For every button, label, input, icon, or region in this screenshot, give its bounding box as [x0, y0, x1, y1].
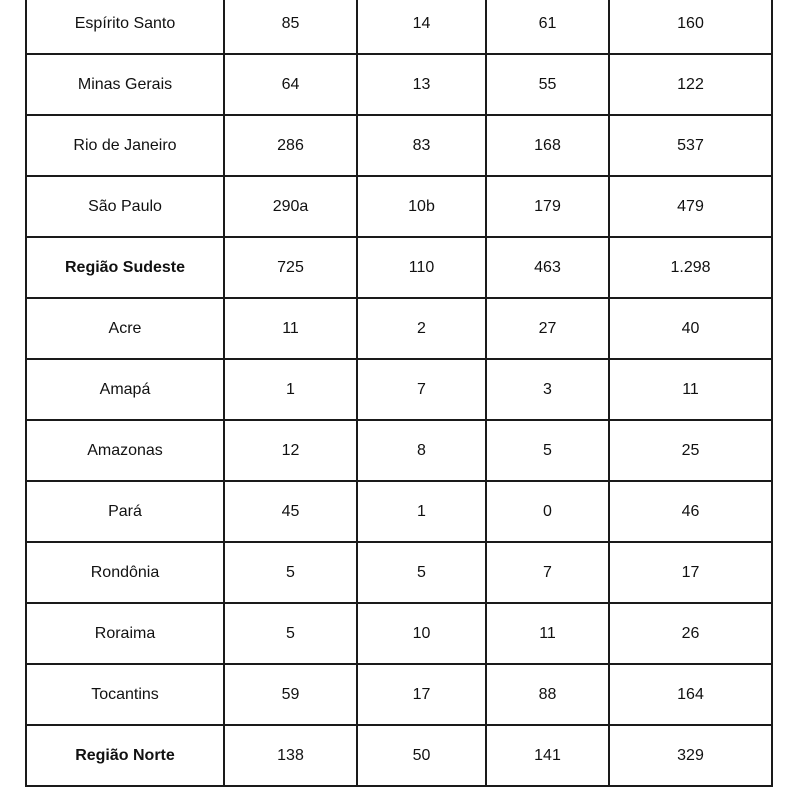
value-cell-col3: 0	[486, 481, 609, 542]
value-cell-col2: 5	[357, 542, 486, 603]
value-cell-col1: 5	[224, 603, 357, 664]
value-cell-col2: 10b	[357, 176, 486, 237]
table-row-total	[26, 725, 772, 786]
state-name-cell: Minas Gerais	[26, 54, 224, 115]
value-cell-col2: 13	[357, 54, 486, 115]
table-body	[26, 0, 772, 786]
value-cell-col4: 46	[609, 481, 772, 542]
data-table-container	[25, 0, 771, 787]
state-name-cell: Região Norte	[26, 725, 224, 786]
value-cell-col4: 329	[609, 725, 772, 786]
value-cell-col4: 40	[609, 298, 772, 359]
value-cell-col2: 50	[357, 725, 486, 786]
value-cell-col1: 138	[224, 725, 357, 786]
table-row	[26, 664, 772, 725]
state-name-cell: São Paulo	[26, 176, 224, 237]
value-cell-col4: 25	[609, 420, 772, 481]
value-cell-col2: 7	[357, 359, 486, 420]
value-cell-col1: 12	[224, 420, 357, 481]
state-name-cell: Tocantins	[26, 664, 224, 725]
table-row	[26, 54, 772, 115]
value-cell-col3: 141	[486, 725, 609, 786]
value-cell-col1: 5	[224, 542, 357, 603]
state-name-cell: Roraima	[26, 603, 224, 664]
value-cell-col3: 5	[486, 420, 609, 481]
table-row	[26, 542, 772, 603]
state-name-cell: Acre	[26, 298, 224, 359]
table-row	[26, 0, 772, 54]
value-cell-col2: 14	[357, 0, 486, 54]
value-cell-col3: 463	[486, 237, 609, 298]
value-cell-col2: 10	[357, 603, 486, 664]
value-cell-col2: 17	[357, 664, 486, 725]
value-cell-col1: 1	[224, 359, 357, 420]
value-cell-col2: 1	[357, 481, 486, 542]
value-cell-col4: 160	[609, 0, 772, 54]
value-cell-col4: 479	[609, 176, 772, 237]
value-cell-col2: 8	[357, 420, 486, 481]
value-cell-col1: 286	[224, 115, 357, 176]
state-name-cell: Pará	[26, 481, 224, 542]
value-cell-col1: 11	[224, 298, 357, 359]
state-name-cell: Rondônia	[26, 542, 224, 603]
data-table	[25, 0, 773, 787]
value-cell-col3: 61	[486, 0, 609, 54]
value-cell-col4: 122	[609, 54, 772, 115]
value-cell-col1: 64	[224, 54, 357, 115]
table-row	[26, 298, 772, 359]
value-cell-col2: 2	[357, 298, 486, 359]
value-cell-col4: 1.298	[609, 237, 772, 298]
state-name-cell: Espírito Santo	[26, 0, 224, 54]
state-name-cell: Região Sudeste	[26, 237, 224, 298]
value-cell-col4: 164	[609, 664, 772, 725]
value-cell-col3: 27	[486, 298, 609, 359]
table-row	[26, 359, 772, 420]
value-cell-col4: 537	[609, 115, 772, 176]
value-cell-col1: 290a	[224, 176, 357, 237]
value-cell-col4: 11	[609, 359, 772, 420]
value-cell-col3: 179	[486, 176, 609, 237]
value-cell-col3: 88	[486, 664, 609, 725]
table-row	[26, 481, 772, 542]
value-cell-col4: 26	[609, 603, 772, 664]
table-row	[26, 176, 772, 237]
value-cell-col2: 83	[357, 115, 486, 176]
value-cell-col1: 85	[224, 0, 357, 54]
state-name-cell: Amapá	[26, 359, 224, 420]
value-cell-col3: 11	[486, 603, 609, 664]
value-cell-col1: 725	[224, 237, 357, 298]
table-row	[26, 420, 772, 481]
value-cell-col3: 168	[486, 115, 609, 176]
value-cell-col3: 3	[486, 359, 609, 420]
state-name-cell: Rio de Janeiro	[26, 115, 224, 176]
state-name-cell: Amazonas	[26, 420, 224, 481]
value-cell-col4: 17	[609, 542, 772, 603]
value-cell-col3: 7	[486, 542, 609, 603]
table-row	[26, 603, 772, 664]
value-cell-col3: 55	[486, 54, 609, 115]
table-row	[26, 115, 772, 176]
table-row-total	[26, 237, 772, 298]
value-cell-col2: 110	[357, 237, 486, 298]
value-cell-col1: 45	[224, 481, 357, 542]
value-cell-col1: 59	[224, 664, 357, 725]
